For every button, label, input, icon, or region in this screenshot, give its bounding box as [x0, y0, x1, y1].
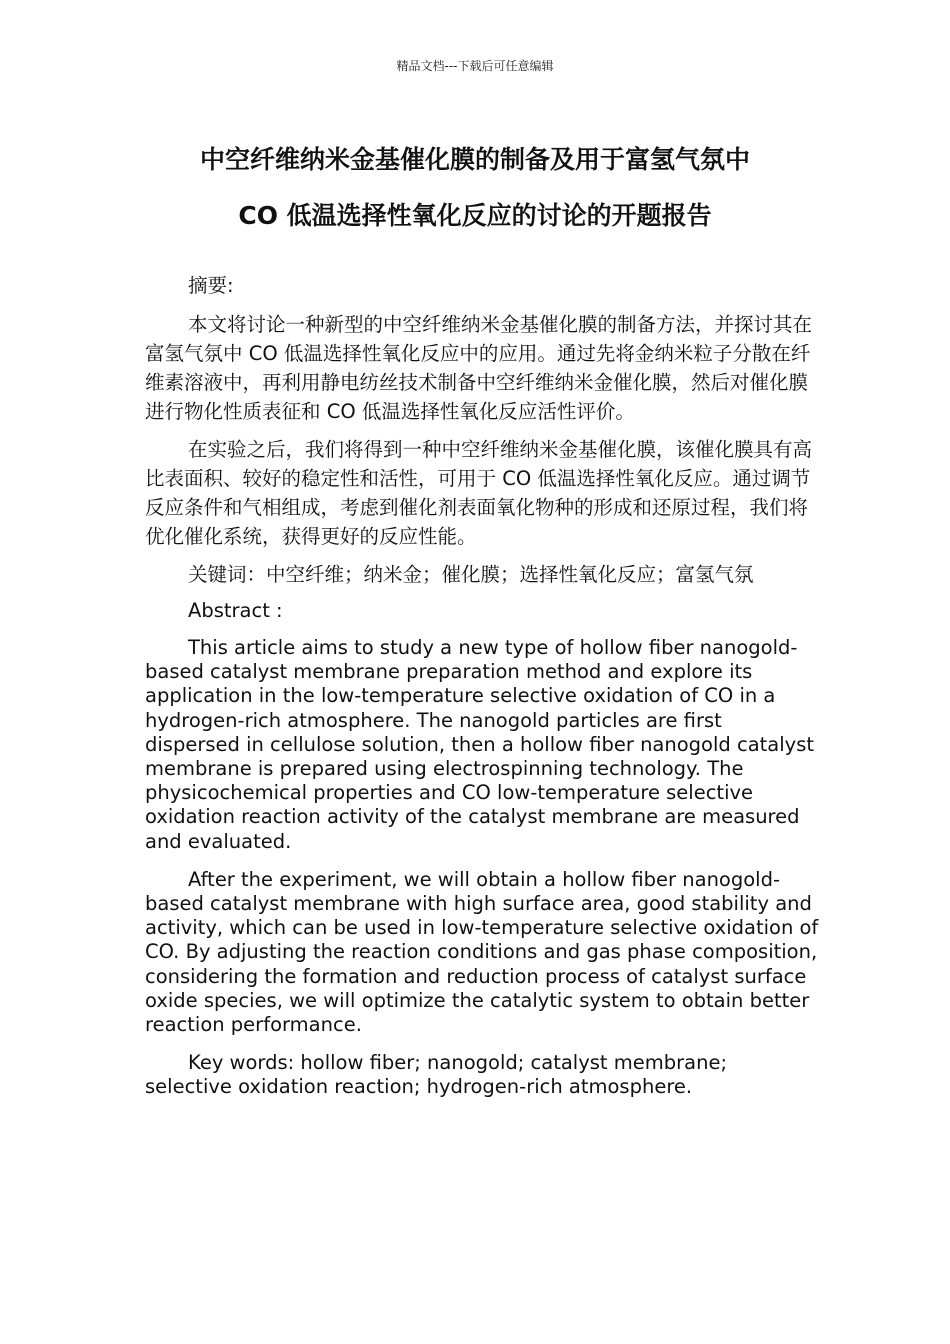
abstract-en-label: Abstract : — [188, 599, 283, 622]
abstract-cn-paragraph-1: 本文将讨论一种新型的中空纤维纳米金基催化膜的制备方法，并探讨其在富氢气氛中 CO 低温选择性氧化反应中的应用。通过先将金纳米粒子分散在纤维素溶液中，再利用静电纺丝技术制备中空纤维纳米金催化膜，然后对催化膜进行物化性质表征和 CO 低温选择性氧化反应活性评价。 — [145, 313, 813, 423]
keywords-cn: 关键词：中空纤维；纳米金；催化膜；选择性氧化反应；富氢气氛 — [188, 563, 754, 586]
abstract-cn-paragraph-2: 在实验之后，我们将得到一种中空纤维纳米金基催化膜，该催化膜具有高比表面积、较好的稳定性和活性，可用于 CO 低温选择性氧化反应。通过调节反应条件和气相组成，考虑到催化剂表面氧化物种的形成和还原过程，我们将优化催化系统，获得更好的反应性能。 — [145, 438, 813, 548]
title-line-1: 中空纤维纳米金基催化膜的制备及用于富氢气氛中 — [199, 145, 750, 174]
title-line-2: CO 低温选择性氧化反应的讨论的开题报告 — [238, 201, 712, 230]
abstract-cn-label: 摘要: — [188, 274, 234, 297]
abstract-en-paragraph-1: This article aims to study a new type of hollow fiber nanogold-based catalyst membrane preparation method and explore its application in the low-temperature selective oxidation of CO in a hydrogen-rich atmosphere. The nanogold particles are first dispersed in cellulose solution, then a hollow fiber nanogold catalyst membrane is prepared using electrospinning technology. The physicochemical properties and CO low-temperature selective oxidation reaction activity of the catalyst membrane are measured and evaluated. — [145, 636, 814, 853]
page-header: 精品文档---下载后可任意编辑 — [396, 59, 554, 73]
document-title — [60, 132, 890, 244]
keywords-en: Key words: hollow fiber; nanogold; catalyst membrane; selective oxidation reaction; hydrogen-rich atmosphere. — [145, 1051, 728, 1099]
document-body — [145, 271, 820, 1114]
abstract-en-paragraph-2: After the experiment, we will obtain a hollow fiber nanogold-based catalyst membrane with high surface area, good stability and activity, which can be used in low-temperature selective oxidation of CO. By adjusting the reaction conditions and gas phase composition, considering the formation and reduction process of catalyst surface oxide species, we will optimize the catalytic system to obtain better reaction performance. — [145, 867, 819, 1037]
